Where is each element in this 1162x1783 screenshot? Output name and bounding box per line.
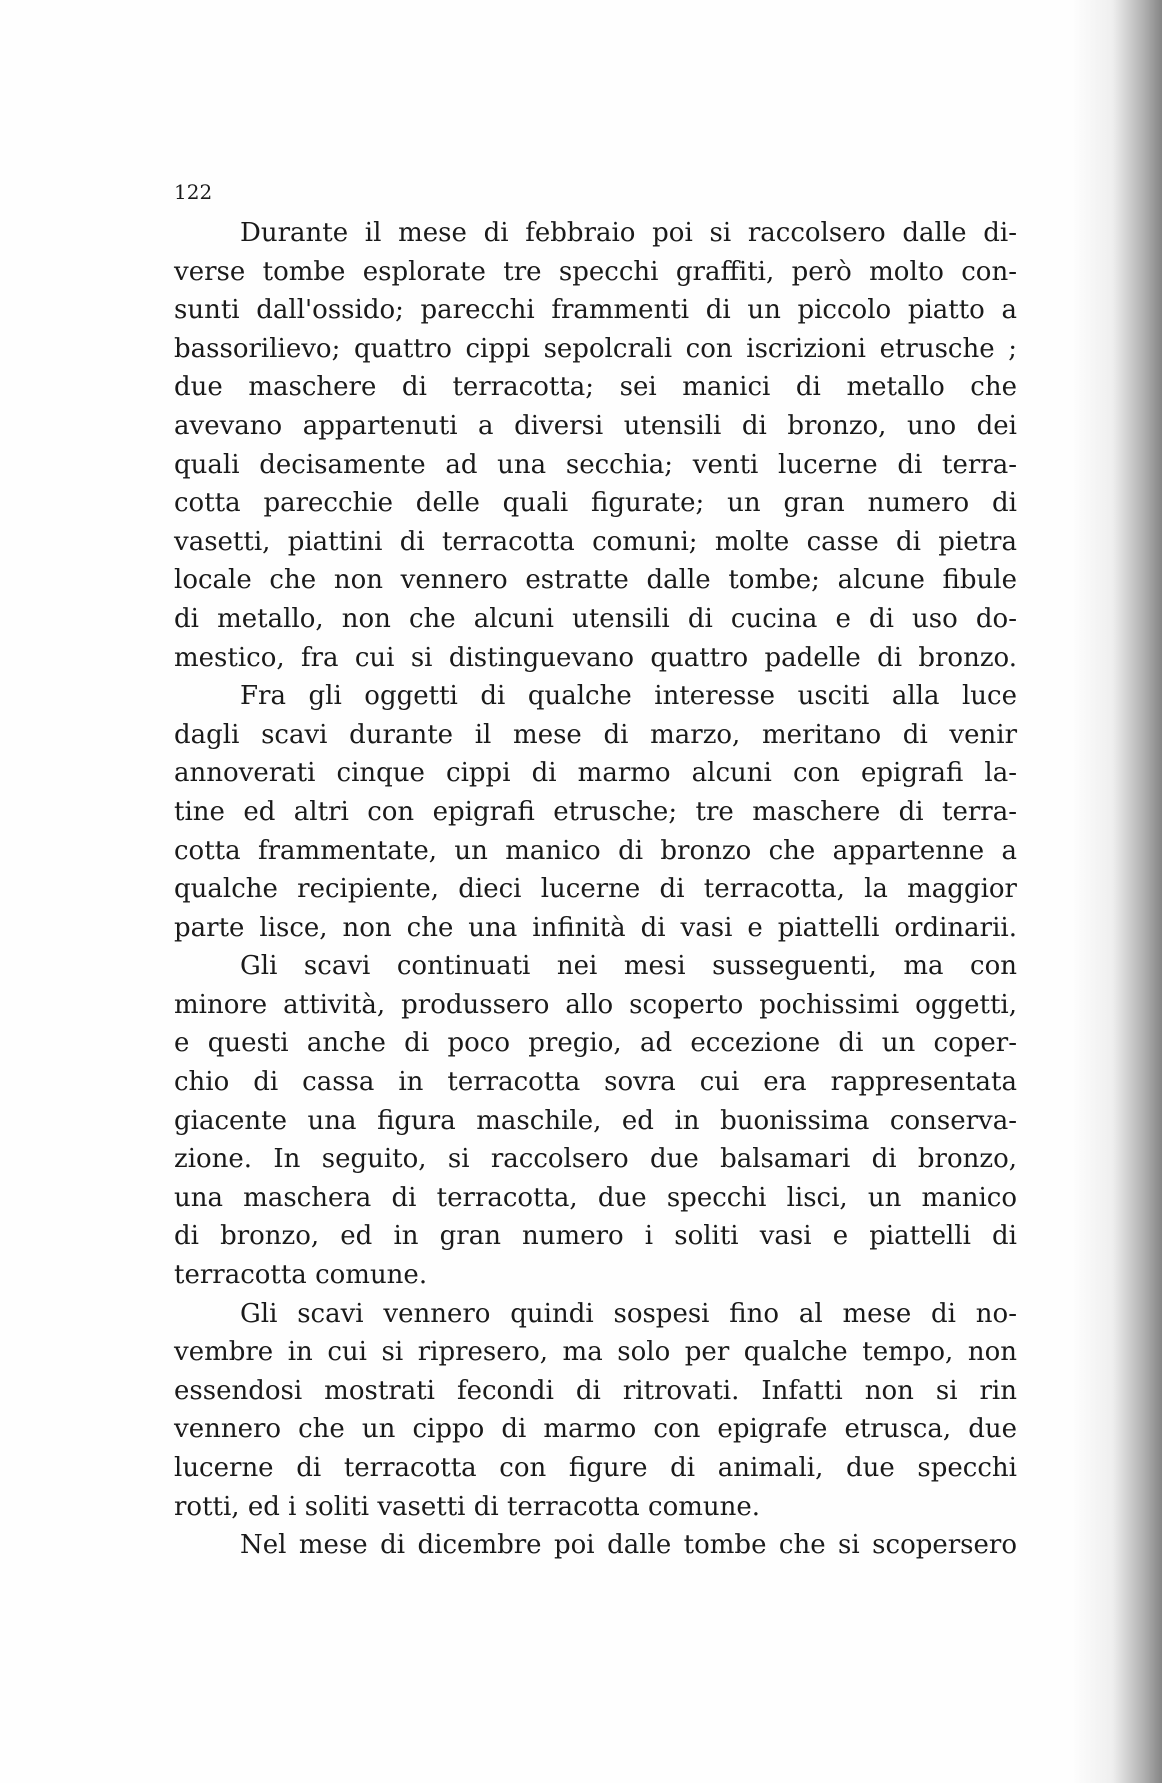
text-line: vennero che un cippo di marmo con epigrafe etrusca, due <box>174 1414 1017 1445</box>
paragraph-5 <box>174 1526 1017 1565</box>
paragraph-4 <box>174 1295 1017 1527</box>
text-line: locale che non vennero estratte dalle tombe; alcune fibule <box>174 565 1017 596</box>
text-line: minore attività, produssero allo scoperto pochissimi oggetti, <box>174 989 1017 1020</box>
text-line: tine ed altri con epigrafi etrusche; tre maschere di terra- <box>174 796 1017 827</box>
text-line: Gli scavi vennero quindi sospesi fino al mese di no- <box>240 1298 1017 1329</box>
paragraph-1 <box>174 214 1017 677</box>
text-line: quali decisamente ad una secchia; venti lucerne di terra- <box>174 449 1017 480</box>
text-line: mestico, fra cui si distinguevano quattro padelle di bronzo. <box>174 642 1017 673</box>
text-line: essendosi mostrati fecondi di ritrovati. Infatti non si rin <box>174 1375 1017 1406</box>
text-line: qualche recipiente, dieci lucerne di terracotta, la maggior <box>174 874 1017 905</box>
text-line: lucerne di terracotta con figure di animali, due specchi <box>174 1453 1017 1483</box>
text-line: vembre in cui si ripresero, ma solo per qualche tempo, non <box>174 1337 1017 1368</box>
text-line: zione. In seguito, si raccolsero due balsamari di bronzo, <box>174 1144 1017 1175</box>
body-text <box>174 214 1017 1565</box>
text-line: di metallo, non che alcuni utensili di cucina e di uso do- <box>174 603 1017 634</box>
text-line: sunti dall'ossido; parecchi frammenti di un piccolo piatto a <box>174 295 1017 326</box>
text-line: chio di cassa in terracotta sovra cui era rappresentata <box>174 1067 1017 1098</box>
text-line: Durante il mese di febbraio poi si raccolsero dalle di- <box>240 218 1017 248</box>
text-line: bassorilievo; quattro cippi sepolcrali con iscrizioni etrusche ; <box>174 333 1017 364</box>
text-line: di bronzo, ed in gran numero i soliti vasi e piattelli di <box>174 1221 1017 1252</box>
text-line: dagli scavi durante il mese di marzo, meritano di venir <box>174 719 1017 750</box>
text-line: verse tombe esplorate tre specchi graffiti, però molto con- <box>174 256 1017 287</box>
page-number: 122 <box>174 180 213 204</box>
text-line: Gli scavi continuati nei mesi susseguenti, ma con <box>240 951 1017 982</box>
text-line: giacente una figura maschile, ed in buonissima conserva- <box>174 1105 1017 1136</box>
text-line: vasetti, piattini di terracotta comuni; molte casse di pietra <box>174 526 1017 557</box>
text-line: cotta parecchie delle quali figurate; un gran numero di <box>174 488 1017 519</box>
paragraph-2 <box>174 677 1017 947</box>
text-line: terracotta comune. <box>174 1260 428 1291</box>
text-line: due maschere di terracotta; sei manici di metallo che <box>174 372 1017 403</box>
text-line: una maschera di terracotta, due specchi lisci, un manico <box>174 1182 1017 1213</box>
text-line: annoverati cinque cippi di marmo alcuni con epigrafi la- <box>174 758 1017 789</box>
text-line: parte lisce, non che una infinità di vasi e piattelli ordinarii. <box>174 912 1017 943</box>
paragraph-3 <box>174 947 1017 1294</box>
text-line: avevano appartenuti a diversi utensili di bronzo, uno dei <box>174 410 1017 441</box>
text-line: cotta frammentate, un manico di bronzo che appartenne a <box>174 835 1017 866</box>
text-line: Nel mese di dicembre poi dalle tombe che si scopersero <box>240 1530 1017 1561</box>
text-line: Fra gli oggetti di qualche interesse usciti alla luce <box>240 681 1017 712</box>
text-line: rotti, ed i soliti vasetti di terracotta comune. <box>174 1491 761 1522</box>
text-line: e questi anche di poco pregio, ad eccezione di un coper- <box>174 1028 1017 1059</box>
